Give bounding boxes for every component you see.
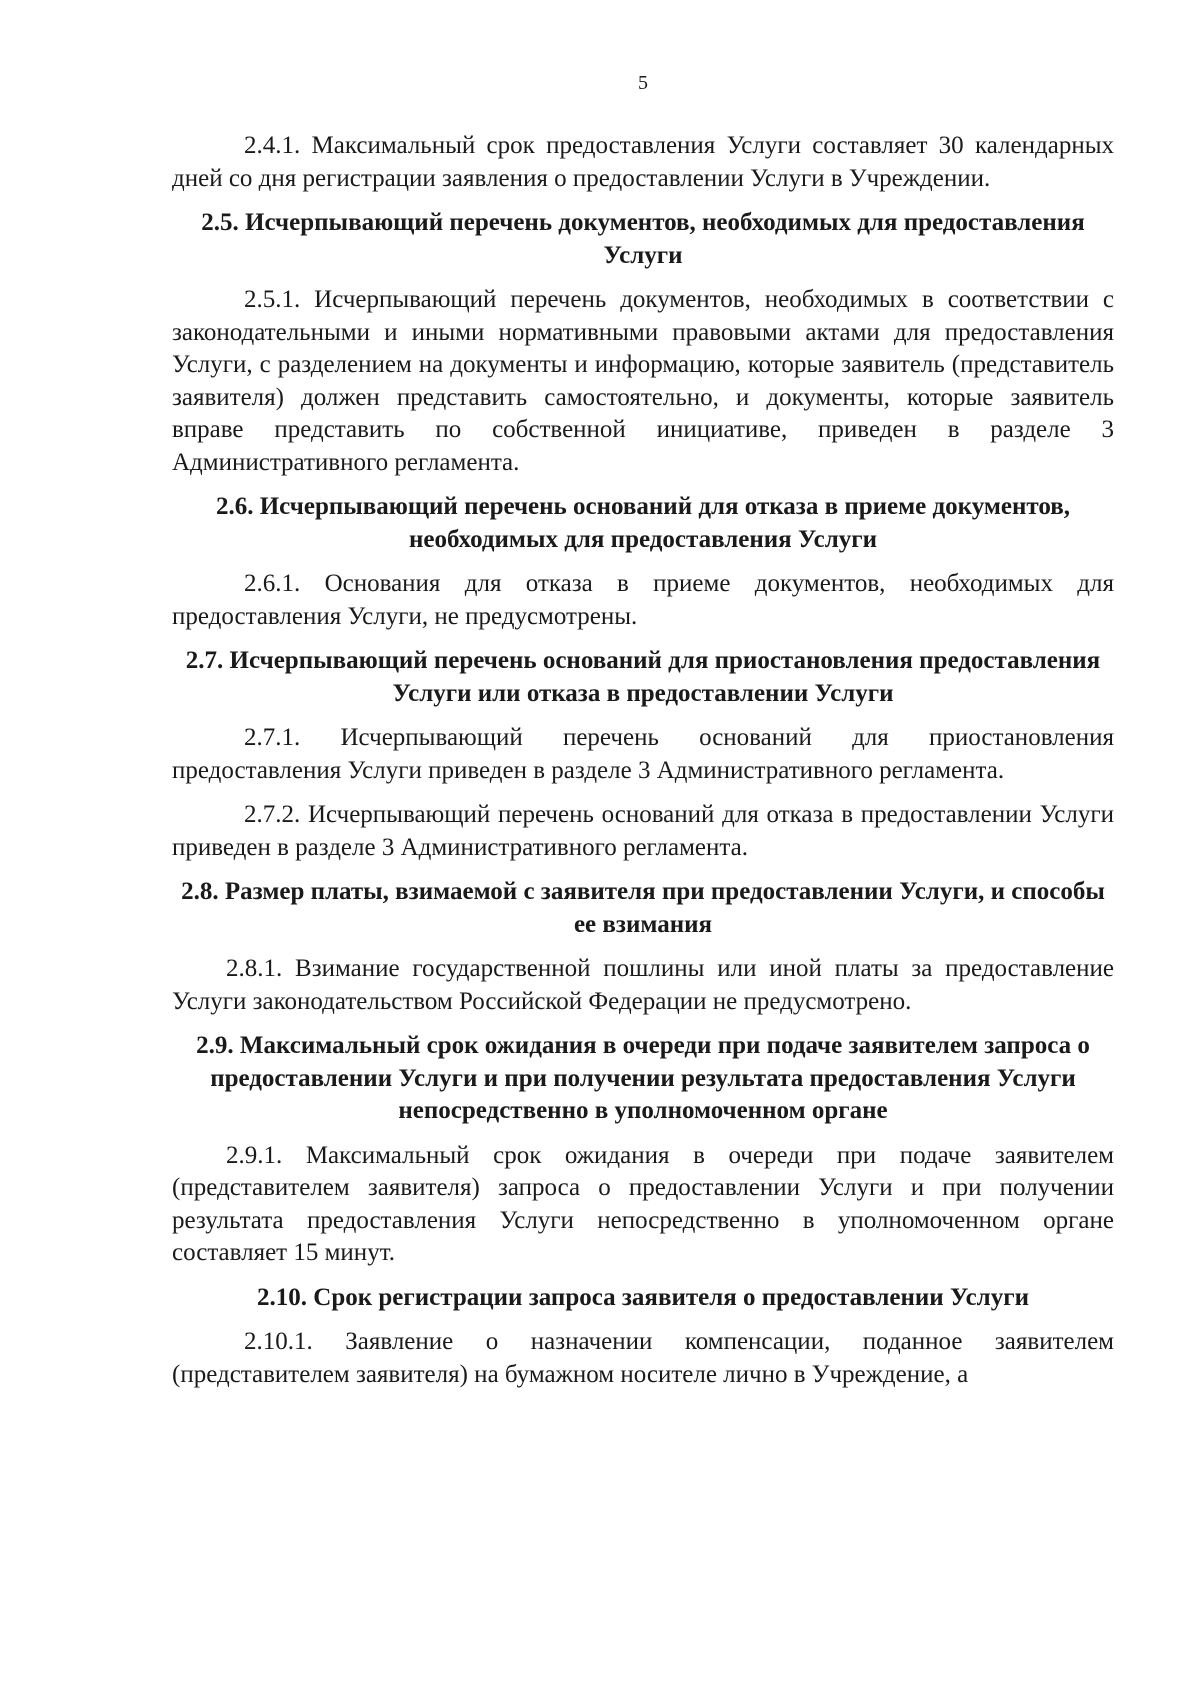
heading-2-7: 2.7. Исчерпывающий перечень оснований для приостановления предоставления Услуги или отказа в предоставлении Услуги	[185, 647, 1101, 707]
heading-2-6: 2.6. Исчерпывающий перечень оснований для отказа в приеме документов, необходимых для предоставления Услуги	[215, 493, 1070, 553]
paragraph-2-6-1: 2.6.1. Основания для отказа в приеме документов, необходимых для предоставления Услуги, не предусмотрены.	[172, 570, 1114, 630]
heading-2-8: 2.8. Размер платы, взимаемой с заявителя при предоставлении Услуги, и способы ее взимания	[181, 878, 1105, 938]
heading-2-10: 2.10. Срок регистрации запроса заявителя о предоставлении Услуги	[257, 1283, 1029, 1311]
paragraph-2-8-1: 2.8.1. Взимание государственной пошлины или иной платы за предоставление Услуги законодательством Российской Федерации не предусмотрено.	[172, 955, 1114, 1015]
paragraph-2-7-1: 2.7.1. Исчерпывающий перечень оснований для приостановления предоставления Услуги приведен в разделе 3 Административного регламента.	[172, 724, 1114, 784]
paragraph-2-5-1: 2.5.1. Исчерпывающий перечень документов, необходимых в соответствии с законодательными и иными нормативными правовыми актами для предоставления Услуги, с разделением на документы и информацию, которые заявитель (представитель заявителя) должен представить самостоятельно, и документы, которые заявитель вправе представить по собственной инициативе, приведен в разделе 3 Административного регламента.	[172, 286, 1114, 476]
paragraph-2-4-1: 2.4.1. Максимальный срок предоставления Услуги составляет 30 календарных дней со дня регистрации заявления о предоставлении Услуги в Учреждении.	[172, 132, 1114, 192]
paragraph-2-10-1: 2.10.1. Заявление о назначении компенсации, поданное заявителем (представителем заявителя) на бумажном носителе лично в Учреждение, а	[172, 1328, 1114, 1388]
heading-2-9: 2.9. Максимальный срок ожидания в очереди при подаче заявителем запроса о предоставлении Услуги и при получении результата предоставления Услуги непосредственно в уполномоченном органе	[196, 1032, 1090, 1124]
paragraph-2-9-1: 2.9.1. Максимальный срок ожидания в очереди при подаче заявителем (представителем заявителя) запроса о предоставлении Услуги и при получении результата предоставления Услуги непосредственно в уполномоченном органе составляет 15 минут.	[172, 1141, 1114, 1266]
document-page	[172, 70, 1114, 1391]
heading-2-5: 2.5. Исчерпывающий перечень документов, необходимых для предоставления Услуги	[201, 209, 1085, 269]
paragraph-2-7-2: 2.7.2. Исчерпывающий перечень оснований для отказа в предоставлении Услуги приведен в разделе 3 Административного регламента.	[172, 801, 1114, 861]
page-number: 5	[638, 72, 648, 94]
